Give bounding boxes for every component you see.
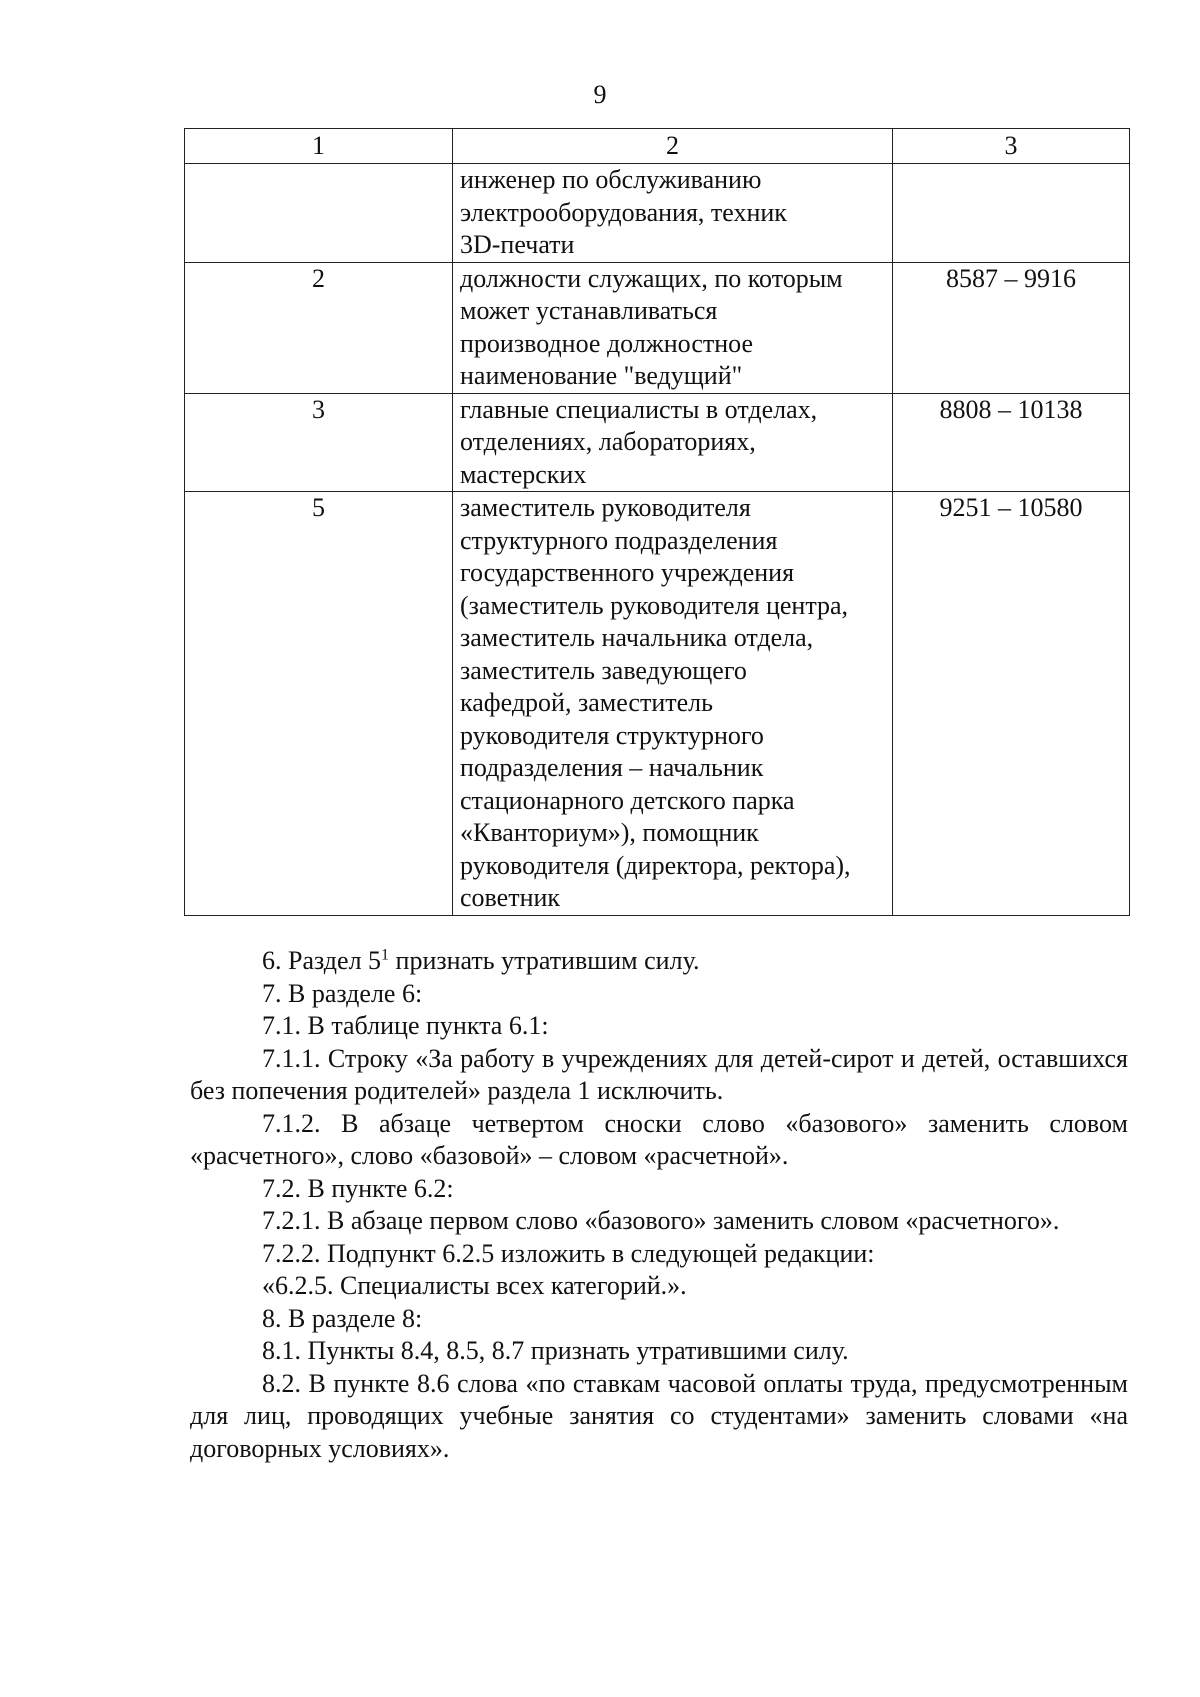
table-header-cell: 1	[185, 129, 453, 164]
position-line: производное должностное	[460, 328, 754, 358]
position-names-cell	[453, 492, 893, 916]
salary-range-cell: 8808 – 10138	[893, 393, 1130, 492]
position-line: отделениях, лабораториях,	[460, 427, 756, 456]
paragraph-7-1: 7.1. В таблице пункта 6.1:	[262, 1011, 549, 1040]
position-line: стационарного детского парка	[460, 785, 795, 815]
paragraph-8-1: 8.1. Пункты 8.4, 8.5, 8.7 признать утратившими силу.	[262, 1336, 849, 1365]
position-line: главные специалисты в отделах,	[460, 394, 818, 424]
paragraph-7-2-2-quote: «6.2.5. Специалисты всех категорий.».	[262, 1271, 687, 1300]
qualification-level-cell: 3	[185, 393, 453, 492]
position-line: может устанавливаться	[460, 296, 718, 325]
positions-salary-table	[184, 128, 1130, 916]
page-number: 9	[593, 80, 607, 109]
position-line: (заместитель руководителя центра,	[460, 590, 849, 620]
position-line: должности служащих, по которым	[460, 263, 843, 293]
qualification-level-cell	[185, 164, 453, 263]
table-row	[185, 262, 1130, 393]
position-line: руководителя (директора, ректора),	[460, 850, 851, 880]
position-names-cell	[453, 393, 893, 492]
paragraph-8: 8. В разделе 8:	[262, 1303, 423, 1333]
paragraph-6-text: 6. Раздел 5	[262, 946, 382, 975]
paragraph-7-2: 7.2. В пункте 6.2:	[262, 1173, 454, 1203]
position-line: инженер по обслуживанию	[460, 165, 762, 194]
table-header-row	[185, 129, 1130, 164]
paragraph-7-2-1: 7.2.1. В абзаце первом слово «базового» заменить словом «расчетного».	[262, 1206, 1060, 1235]
position-line: советник	[460, 883, 561, 912]
position-line: заместитель руководителя	[460, 493, 751, 522]
qualification-level-cell: 2	[185, 262, 453, 393]
qualification-level-cell: 5	[185, 492, 453, 916]
paragraph-6-text: признать утратившим силу.	[389, 946, 700, 975]
position-line: структурного подразделения	[460, 525, 778, 555]
position-line: электрооборудования, техник	[460, 197, 787, 227]
position-line: «Кванториум»), помощник	[460, 818, 759, 847]
position-line: наименование "ведущий"	[460, 361, 743, 390]
position-line: государственного учреждения	[460, 558, 795, 587]
position-names-cell	[453, 164, 893, 263]
table-row	[185, 164, 1130, 263]
salary-range-cell: 9251 – 10580	[893, 492, 1130, 916]
paragraph-7: 7. В разделе 6:	[262, 978, 423, 1008]
position-line: заместитель начальника отдела,	[460, 623, 814, 652]
position-line: заместитель заведующего	[460, 655, 747, 685]
amendments-text	[190, 945, 1128, 1465]
position-names-cell	[453, 262, 893, 393]
position-line: кафедрой, заместитель	[460, 688, 713, 717]
paragraph-7-1-2: 7.1.2. В абзаце четвертом сноски слово «базового» заменить словом «расчетного», слово «базовой» – словом «расчетной».	[190, 1108, 1128, 1170]
paragraph-8-2: 8.2. В пункте 8.6 слова «по ставкам часовой оплаты труда, предусмотренным для лиц, проводящих учебные занятия со студентами» заменить словами «на договорных условиях».	[190, 1368, 1128, 1463]
superscript: 1	[381, 946, 390, 964]
position-line: подразделения – начальник	[460, 753, 764, 782]
paragraph-7-1-1: 7.1.1. Строку «За работу в учреждениях для детей-сирот и детей, оставшихся без попечения родителей» раздела 1 исключить.	[190, 1043, 1128, 1105]
salary-range-cell	[893, 164, 1130, 263]
table-header-cell: 3	[893, 129, 1130, 164]
paragraph-7-2-2: 7.2.2. Подпункт 6.2.5 изложить в следующей редакции:	[262, 1238, 875, 1268]
salary-range-cell: 8587 – 9916	[893, 262, 1130, 393]
paragraph-6	[190, 945, 1128, 978]
table-header-cell: 2	[453, 129, 893, 164]
position-line: руководителя структурного	[460, 720, 764, 750]
position-line: мастерских	[460, 459, 587, 489]
table-row	[185, 393, 1130, 492]
table-row	[185, 492, 1130, 916]
position-line: 3D-печати	[460, 230, 575, 259]
